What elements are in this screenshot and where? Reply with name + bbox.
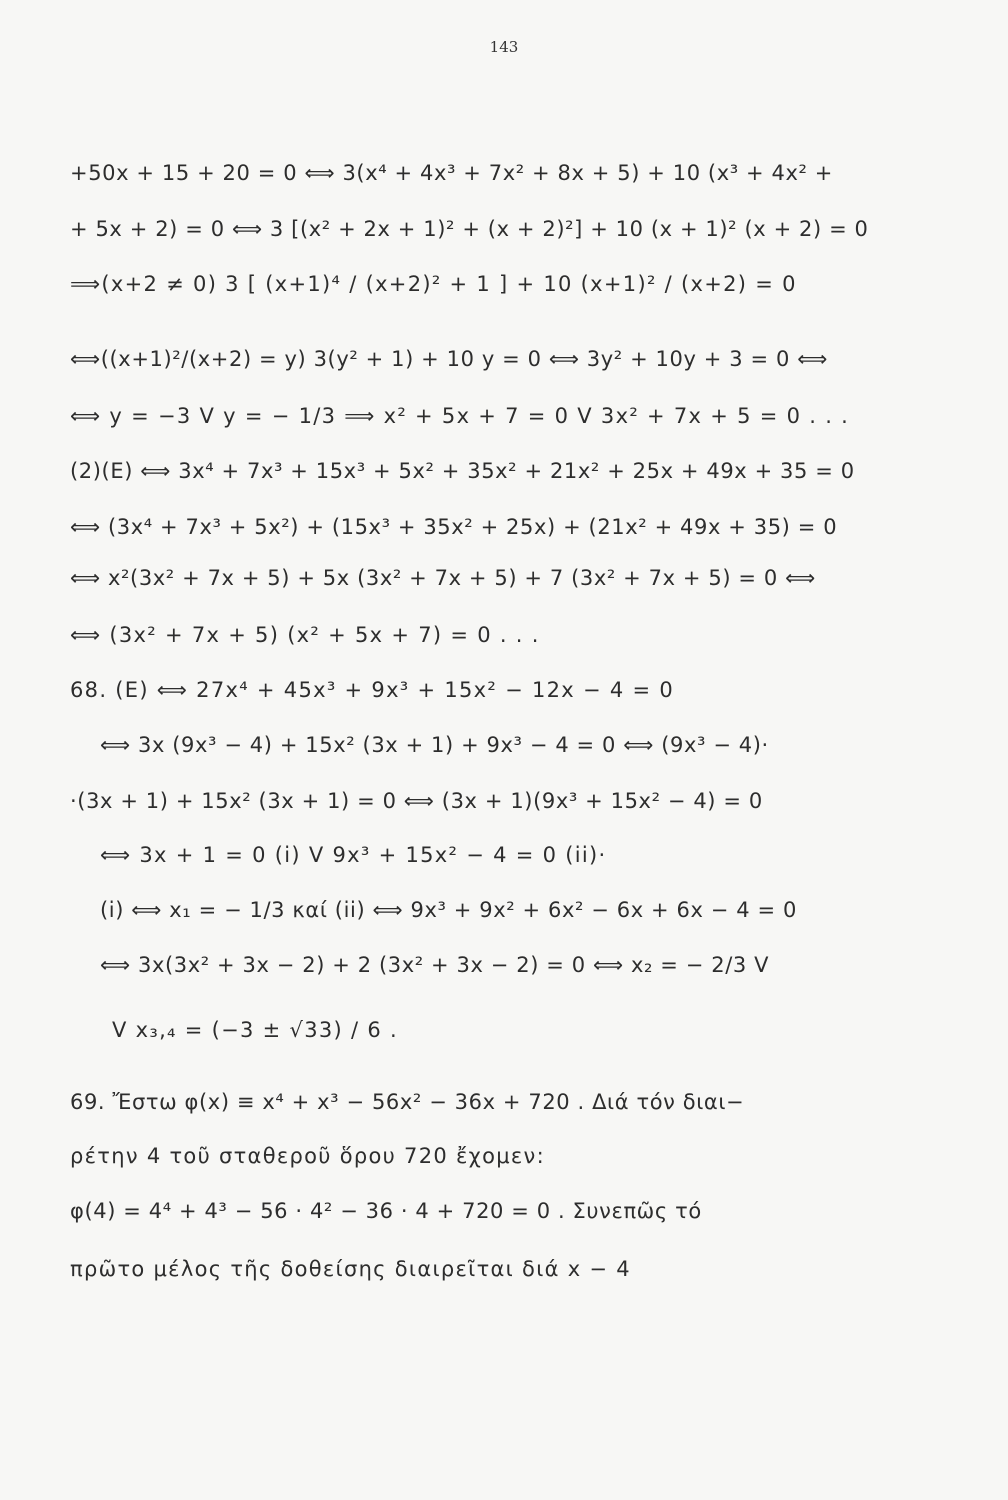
equation-line: ⟹(x+2 ≠ 0) 3 [ (x+1)⁴ / (x+2)² + 1 ] + 10 (x+1)² / (x+2) = 0 <box>70 272 797 296</box>
equation-line: ⟺ 3x + 1 = 0 (i) V 9x³ + 15x² − 4 = 0 (ii)· <box>100 843 607 867</box>
equation-line: ⟺ 3x (9x³ − 4) + 15x² (3x + 1) + 9x³ − 4 = 0 ⟺ (9x³ − 4)· <box>100 733 769 757</box>
text-line: ρέτην 4 τοῦ σταθεροῦ ὅρου 720 ἔχομεν: <box>70 1144 545 1168</box>
exercise-68-line: 68. (E) ⟺ 27x⁴ + 45x³ + 9x³ + 15x² − 12x − 4 = 0 <box>70 678 675 702</box>
equation-line: φ(4) = 4⁴ + 4³ − 56 · 4² − 36 · 4 + 720 = 0 . Συνεπῶς τό <box>70 1199 702 1223</box>
equation-line: ⟺((x+1)²/(x+2) = y) 3(y² + 1) + 10 y = 0 ⟺ 3y² + 10y + 3 = 0 ⟺ <box>70 347 828 371</box>
equation-line: ⟺ 3x(3x² + 3x − 2) + 2 (3x² + 3x − 2) = 0 ⟺ x₂ = − 2/3 V <box>100 953 770 977</box>
equation-line: +50x + 15 + 20 = 0 ⟺ 3(x⁴ + 4x³ + 7x² + 8x + 5) + 10 (x³ + 4x² + <box>70 161 833 185</box>
exercise-69-line: 69. Ἔστω φ(x) ≡ x⁴ + x³ − 56x² − 36x + 720 . Διά τόν διαι− <box>70 1090 745 1114</box>
equation-line: V x₃,₄ = (−3 ± √33) / 6 . <box>112 1018 398 1042</box>
text-line: πρῶτο μέλος τῆς δοθείσης διαιρεῖται διά x − 4 <box>70 1257 631 1281</box>
equation-line: + 5x + 2) = 0 ⟺ 3 [(x² + 2x + 1)² + (x + 2)²] + 10 (x + 1)² (x + 2) = 0 <box>70 217 869 241</box>
equation-line: (2)(E) ⟺ 3x⁴ + 7x³ + 15x³ + 5x² + 35x² + 21x² + 25x + 49x + 35 = 0 <box>70 459 855 483</box>
equation-line: ⟺ x²(3x² + 7x + 5) + 5x (3x² + 7x + 5) + 7 (3x² + 7x + 5) = 0 ⟺ <box>70 566 816 590</box>
equation-line: ⟺ y = −3 V y = − 1/3 ⟹ x² + 5x + 7 = 0 V 3x² + 7x + 5 = 0 . . . <box>70 404 850 428</box>
equation-line: ⟺ (3x⁴ + 7x³ + 5x²) + (15x³ + 35x² + 25x) + (21x² + 49x + 35) = 0 <box>70 515 838 539</box>
equation-line: (i) ⟺ x₁ = − 1/3 καί (ii) ⟺ 9x³ + 9x² + 6x² − 6x + 6x − 4 = 0 <box>100 898 797 922</box>
page-number: 143 <box>489 38 519 56</box>
equation-line: ·(3x + 1) + 15x² (3x + 1) = 0 ⟺ (3x + 1)(9x³ + 15x² − 4) = 0 <box>70 789 763 813</box>
equation-line: ⟺ (3x² + 7x + 5) (x² + 5x + 7) = 0 . . . <box>70 623 540 647</box>
